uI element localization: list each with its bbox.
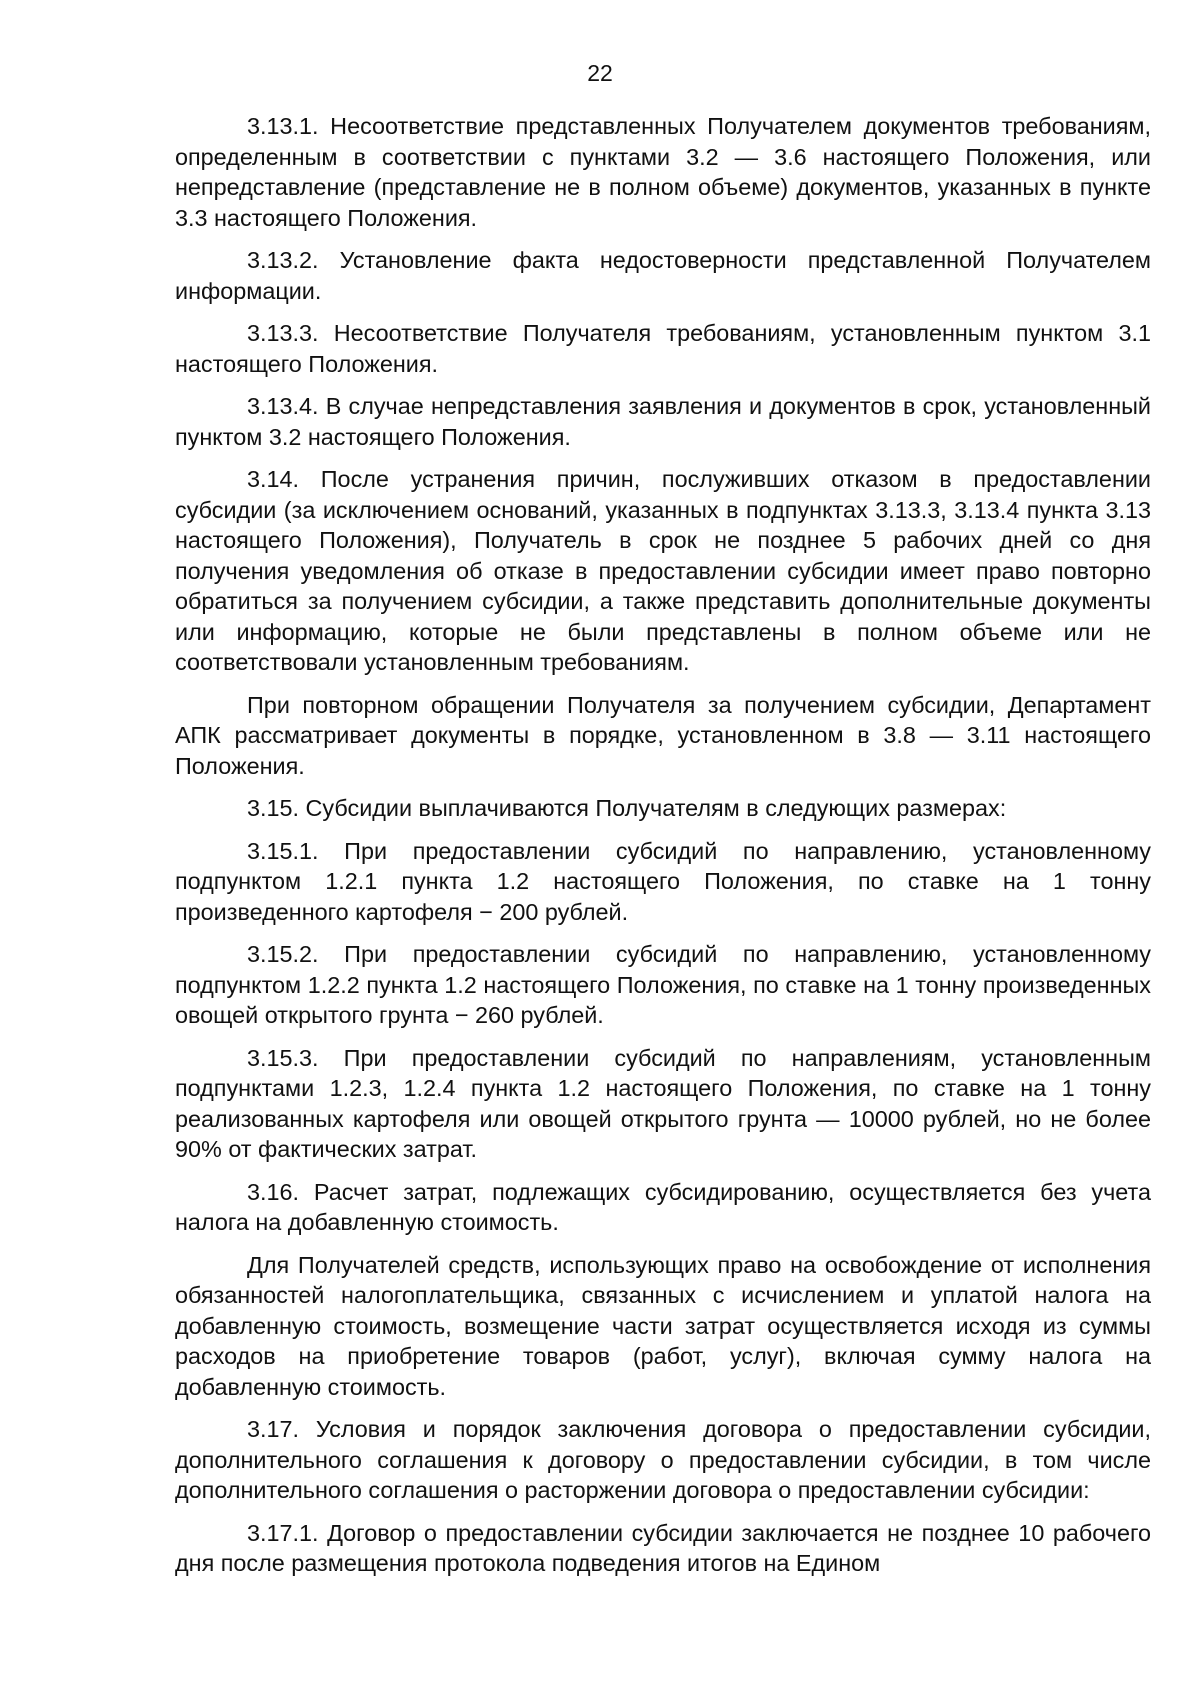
paragraph-3-14: 3.14. После устранения причин, послуживших отказом в предоставлении субсидии (за исключением оснований, указанных в подпунктах 3.13.3, 3.13.4 пункта 3.13 настоящего Положения), Получатель в срок не позднее 5 рабочих дней со дня получения уведомления об отказе в предоставлении субсидии имеет право повторно обратиться за получением субсидии, а также представить дополнительные документы или информацию, которые не были представлены в полном объеме или не соответствовали установленным требованиям. [175,466,1151,675]
document-body [175,111,1151,1591]
paragraph-vat-exempt: Для Получателей средств, использующих право на освобождение от исполнения обязанностей налогоплательщика, связанных с исчислением и уплатой налога на добавленную стоимость, возмещение части затрат осуществляется исходя из суммы расходов на приобретение товаров (работ, услуг), включая сумму налога на добавленную стоимость. [175,1251,1151,1400]
paragraph-3-15-1: 3.15.1. При предоставлении субсидий по направлению, установленному подпунктом 1.2.1 пункта 1.2 настоящего Положения, по ставке на 1 тонну произведенного картофеля − 200 рублей. [175,837,1151,925]
paragraph-3-13-4: 3.13.4. В случае непредставления заявления и документов в срок, установленный пунктом 3.2 настоящего Положения. [175,393,1151,450]
paragraph-3-15-2: 3.15.2. При предоставлении субсидий по направлению, установленному подпунктом 1.2.2 пункта 1.2 настоящего Положения, по ставке на 1 тонну произведенных овощей открытого грунта − 260 рублей. [175,941,1151,1028]
paragraph-3-17: 3.17. Условия и порядок заключения договора о предоставлении субсидии, дополнительного соглашения к договору о предоставлении субсидии, в том числе дополнительного соглашения о расторжении договора о предоставлении субсидии: [175,1416,1151,1503]
paragraph-3-13-3: 3.13.3. Несоответствие Получателя требованиям, установленным пунктом 3.1 настоящего Положения. [175,320,1151,377]
paragraph-repeat-request: При повторном обращении Получателя за получением субсидии, Департамент АПК рассматривает документы в порядке, установленном в 3.8 — 3.11 настоящего Положения. [175,691,1151,779]
paragraph-3-15: 3.15. Субсидии выплачиваются Получателям в следующих размерах: [247,795,1007,821]
paragraph-3-13-2: 3.13.2. Установление факта недостоверности представленной Получателем информации. [175,247,1151,304]
paragraph-3-16: 3.16. Расчет затрат, подлежащих субсидированию, осуществляется без учета налога на добавленную стоимость. [175,1178,1151,1235]
paragraph-3-17-1: 3.17.1. Договор о предоставлении субсидии заключается не позднее 10 рабочего дня после размещения протокола подведения итогов на Едином [175,1519,1151,1576]
paragraph-3-15-3: 3.15.3. При предоставлении субсидий по направлениям, установленным подпунктами 1.2.3, 1.2.4 пункта 1.2 настоящего Положения, по ставке на 1 тонну реализованных картофеля или овощей открытого грунта — 10000 рублей, но не более 90% от фактических затрат. [175,1044,1151,1162]
paragraph-3-13-1: 3.13.1. Несоответствие представленных Получателем документов требованиям, определенным в соответствии с пунктами 3.2 — 3.6 настоящего Положения, или непредставление (представление не в полном объеме) документов, указанных в пункте 3.3 настоящего Положения. [175,113,1151,231]
page-number: 22 [587,60,613,86]
